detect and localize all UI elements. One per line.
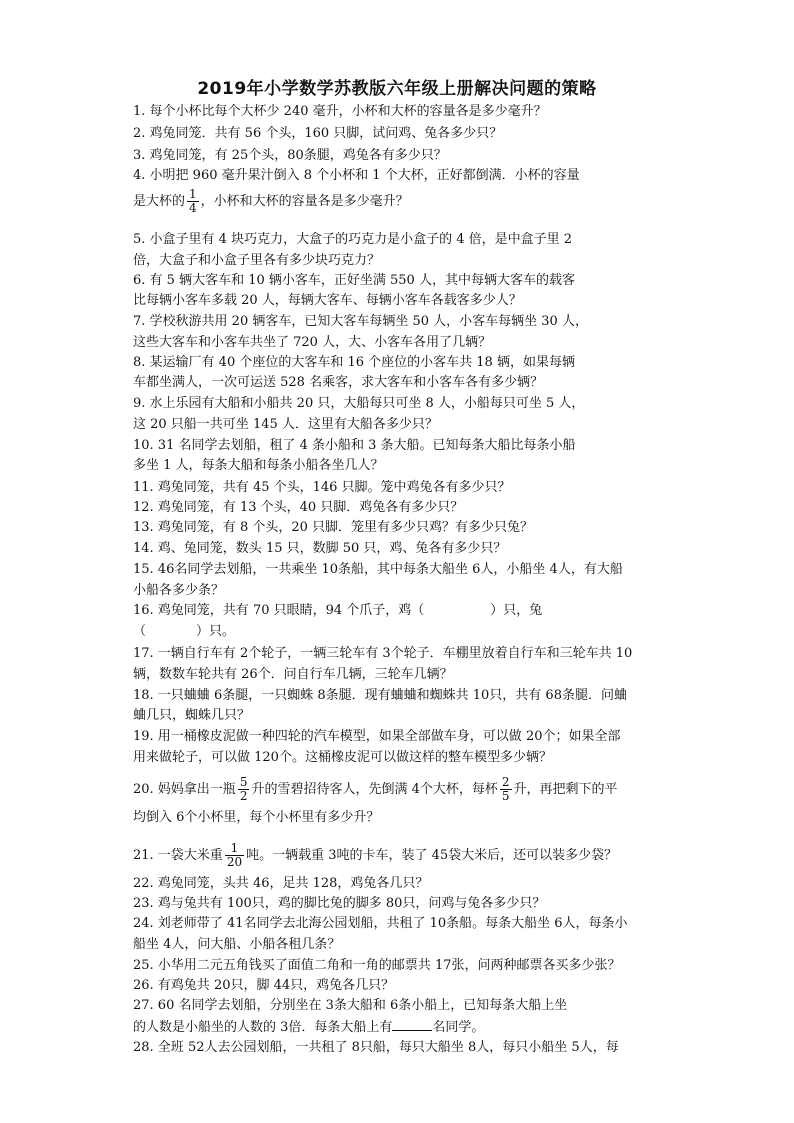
question-22: 22. 鸡兔同笼，头共 46，足共 128，鸡兔各几只？ — [133, 876, 429, 891]
question-6-line-1: 6. 有 5 辆大客车和 10 辆小客车，正好坐满 550 人，其中每辆大客车的载客 — [133, 273, 575, 288]
question-13: 13. 鸡兔同笼，有 8 个头，20 只脚．笼里有多少只鸡？有多少只兔？ — [133, 520, 534, 535]
fraction-denominator: 5 — [501, 789, 510, 803]
question-21-text-pre: 21. 一袋大米重 — [133, 848, 223, 863]
question-16-text-pre: 16. 鸡兔同笼，共有 70 只眼睛，94 个爪子，鸡（ — [133, 603, 425, 618]
question-21 — [133, 842, 663, 869]
question-8-line-2: 车都坐满人，一次可运送 528 名乘客，求大客车和小客车各有多少辆？ — [133, 375, 544, 390]
question-20-text-mid: 升的雪碧招待客人，先倒满 4个大杯，每杯 — [251, 782, 498, 797]
question-6-line-2: 比每辆小客车多载 20 人，每辆大客车、每辆小客车各载客多少人？ — [133, 293, 522, 308]
question-27-line-2 — [133, 1018, 663, 1037]
question-5-line-2: 倍，大盒子和小盒子里各有多少块巧克力？ — [133, 253, 381, 268]
question-20-text-post: 升，再把剩下的平 — [513, 782, 618, 797]
fraction — [225, 842, 244, 869]
question-9-line-1: 9. 水上乐园有大船和小船共 20 只，大船每只可坐 8 人，小船每只可坐 5 人， — [133, 396, 585, 411]
question-17-line-1: 17. 一辆自行车有 2个轮子，一辆三轮车有 3个轮子．车棚里放着自行车和三轮车共 10 — [133, 646, 633, 661]
question-7-line-1: 7. 学校秋游共用 20 辆客车，已知大客车每辆坐 50 人，小客车每辆坐 30 人， — [133, 314, 588, 329]
fraction-numerator: 1 — [189, 187, 197, 201]
question-28: 28. 全班 52人去公园划船，一共租了 8只船，每只大船坐 8人，每只小船坐 5人，每 — [133, 1040, 619, 1055]
question-15-line-1: 15. 46名同学去划船，一共乘坐 10条船，其中每条大船坐 6人，小船坐 4人，有大船 — [133, 562, 623, 577]
question-10-line-2: 多坐 1 人，每条大船和每条小船各坐几人？ — [133, 458, 384, 473]
document-title: 2019年小学数学苏教版六年级上册解决问题的策略 — [197, 79, 597, 99]
question-16-text-post: ）只，兔 — [490, 603, 543, 618]
question-20-text-pre: 20. 妈妈拿出一瓶 — [133, 782, 236, 797]
question-2: 2. 鸡兔同笼．共有 56 个头，160 只脚，试问鸡、兔各多少只？ — [133, 126, 503, 141]
fraction-denominator: 4 — [189, 201, 197, 215]
question-7-line-2: 这些大客车和小客车共坐了 720 人，大、小客车各用了几辆？ — [133, 335, 492, 350]
question-5-line-1: 5. 小盒子里有 4 块巧克力，大盒子的巧克力是小盒子的 4 倍，是中盒子里 2 — [133, 232, 573, 247]
question-19-line-1: 19. 用一桶橡皮泥做一种四轮的汽车模型，如果全部做车身，可以做 20个；如果全部 — [133, 729, 621, 744]
answer-blank — [392, 1018, 432, 1031]
question-26: 26. 有鸡兔共 20只，脚 44只，鸡兔各几只？ — [133, 978, 395, 993]
question-18-line-2: 蛐几只，蜘蛛几只？ — [133, 708, 251, 723]
question-25: 25. 小华用二元五角钱买了面值二角和一角的邮票共 17张，问两种邮票各买多少张？ — [133, 958, 621, 973]
question-27-line-1: 27. 60 名同学去划船，分别坐在 3条大船和 6条小船上，已知每条大船上坐 — [133, 998, 568, 1013]
question-3: 3. 鸡兔同笼，有 25个头，80条腿，鸡兔各有多少只？ — [133, 148, 447, 163]
fraction-denominator: 2 — [239, 789, 248, 803]
fraction — [187, 188, 199, 215]
question-20-line-1 — [133, 776, 663, 803]
question-14: 14. 鸡、兔同笼，数头 15 只，数脚 50 只，鸡、兔各有多少只？ — [133, 541, 507, 556]
fraction-numerator: 5 — [239, 775, 248, 789]
question-18-line-1: 18. 一只蛐蛐 6条腿，一只蜘蛛 8条腿．现有蛐蛐和蜘蛛共 10只，共有 68条腿．问蛐 — [133, 688, 627, 703]
question-10-line-1: 10. 31 名同学去划船，租了 4 条小船和 3 条大船。已知每条大船比每条小船 — [133, 438, 576, 453]
question-24-line-1: 24. 刘老师带了 41名同学去北海公园划船，共租了 10条船。每条大船坐 6人，每条小 — [133, 916, 628, 931]
question-16-text-post: ）只。 — [196, 624, 236, 639]
question-1: 1. 每个小杯比每个大杯少 240 毫升，小杯和大杯的容量各是多少毫升？ — [133, 104, 547, 119]
question-24-line-2: 船坐 4人，问大船、小船各租几条？ — [133, 937, 341, 952]
question-4-line-2 — [133, 188, 663, 215]
question-16-text-pre: （ — [133, 624, 147, 639]
fraction-denominator: 20 — [226, 855, 243, 869]
question-19-line-2: 用来做轮子，可以做 120个。这桶橡皮泥可以做这样的整车模型多少辆？ — [133, 750, 552, 765]
question-27-text-pre: 的人数是小船坐的人数的 3倍．每条大船上有 — [133, 1020, 393, 1035]
question-20-line-2: 均倒入 6个小杯里，每个小杯里有多少升？ — [133, 810, 380, 825]
question-4-text-pre: 是大杯的 — [133, 194, 186, 209]
question-16-line-2 — [133, 623, 663, 641]
question-15-line-2: 小船各多少条？ — [133, 583, 225, 598]
fraction — [500, 776, 512, 803]
fraction — [238, 776, 250, 803]
question-4-text-post: ，小杯和大杯的容量各是多少毫升？ — [200, 194, 409, 209]
question-4-line-1: 4. 小明把 960 毫升果汁倒入 8 个小杯和 1 个大杯，正好都倒满．小杯的容量 — [133, 168, 580, 183]
question-9-line-2: 这 20 只船一共可坐 145 人．这里有大船各多少只？ — [133, 417, 438, 432]
fraction-numerator: 2 — [501, 775, 510, 789]
question-17-line-2: 辆，数数车轮共有 26个．问自行车几辆，三轮车几辆？ — [133, 667, 453, 682]
fraction-numerator: 1 — [225, 842, 244, 856]
question-12: 12. 鸡兔同笼，有 13 个头，40 只脚．鸡兔各有多少只？ — [133, 500, 464, 515]
question-11: 11. 鸡兔同笼，共有 45 个头，146 只脚。笼中鸡兔各有多少只？ — [133, 480, 511, 495]
question-21-text-post: 吨。一辆载重 3吨的卡车，装了 45袋大米后，还可以装多少袋？ — [246, 848, 618, 863]
question-16-line-1 — [133, 602, 663, 620]
question-23: 23. 鸡与兔共有 100只，鸡的脚比兔的脚多 80只，问鸡与兔各多少只？ — [133, 896, 546, 911]
question-27-text-post: 名同学。 — [432, 1020, 485, 1035]
question-8-line-1: 8. 某运输厂有 40 个座位的大客车和 16 个座位的小客车共 18 辆，如果每辆 — [133, 355, 575, 370]
